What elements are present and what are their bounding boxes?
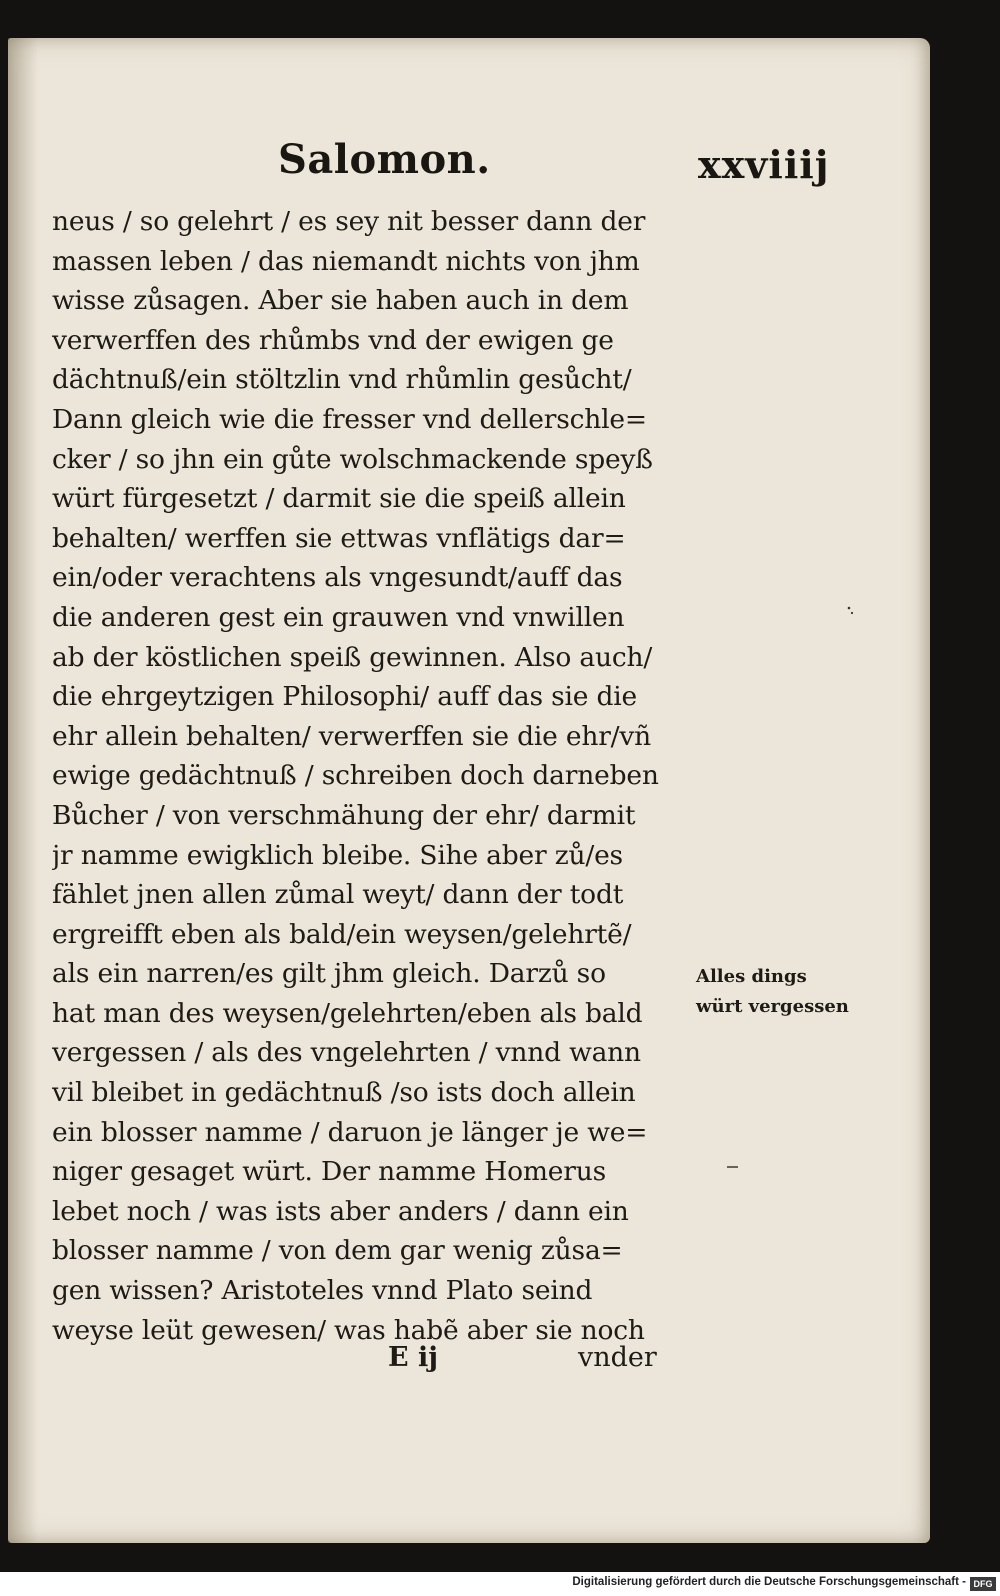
text-line: vergessen / als des vngelehrten / vnnd wann [52, 1037, 641, 1069]
marginal-note-line: würt vergessen [696, 996, 849, 1017]
text-line: Dann gleich wie die fresser vnd dellerschle= [52, 403, 647, 435]
text-line: ergreifft eben als bald/ein weysen/gelehrtẽ/ [52, 918, 632, 950]
text-line: dächtnuß/ein stöltzlin vnd rhůmlin gesůcht/ [52, 364, 632, 396]
text-line: weyse leüt gewesen/ was habẽ aber sie noch [52, 1314, 645, 1346]
footer-bar [0, 1572, 1000, 1596]
text-line: ehr allein behalten/ verwerffen sie die ehr/vñ [52, 720, 652, 752]
body-text [52, 202, 702, 1350]
text-line: lebet noch / was ists aber anders / dann ein [52, 1195, 629, 1227]
text-line: jr namme ewigklich bleibe. Sihe aber zů/es [52, 839, 623, 871]
text-line: hat man des weysen/gelehrten/eben als bald [52, 997, 643, 1029]
text-line: die anderen gest ein grauwen vnd vnwillen [52, 601, 625, 633]
signature-mark: E ij [388, 1342, 439, 1373]
ink-speck [726, 1164, 740, 1170]
text-line: gen wissen? Aristoteles vnnd Plato seind [52, 1275, 593, 1307]
folio-number: xxviiij [698, 142, 830, 187]
marginal-note-line: Alles dings [696, 966, 807, 987]
text-line: massen leben / das niemandt nichts von jhm [52, 245, 640, 277]
text-line: neus / so gelehrt / es sey nit besser dann der [52, 206, 646, 237]
catchword: vnder [578, 1342, 657, 1373]
text-line: vil bleibet in gedächtnuß /so ists doch allein [52, 1077, 636, 1109]
marginal-note [696, 962, 871, 1022]
running-title: Salomon. [278, 136, 491, 183]
funding-credit: Digitalisierung gefördert durch die Deutsche Forschungsgemeinschaft - [572, 1576, 966, 1588]
text-line: ewige gedächtnuß / schreiben doch darneben [52, 760, 659, 792]
text-line: blosser namme / von dem gar wenig zůsa= [52, 1235, 623, 1267]
text-line: cker / so jhn ein gůte wolschmackende speyß [52, 443, 653, 475]
text-line: als ein narren/es gilt jhm gleich. Darzů so [52, 958, 606, 990]
text-line: ab der köstlichen speiß gewinnen. Also auch/ [52, 641, 653, 673]
text-line: wisse zůsagen. Aber sie haben auch in dem [52, 285, 629, 317]
ink-speck [846, 604, 856, 618]
text-line: behalten/ werffen sie ettwas vnflätigs dar= [52, 522, 626, 554]
text-line: fählet jnen allen zůmal weyt/ dann der todt [52, 879, 624, 911]
text-line: würt fürgesetzt / darmit sie die speiß allein [52, 483, 626, 515]
text-line: ein/oder verachtens als vngesundt/auff das [52, 562, 623, 594]
text-line: die ehrgeytzigen Philosophi/ auff das sie die [52, 681, 638, 713]
text-line: Bůcher / von verschmähung der ehr/ darmit [52, 799, 636, 831]
text-line: ein blosser namme / daruon je länger je we= [52, 1116, 648, 1148]
catchline [388, 1342, 708, 1382]
text-line: niger gesaget würt. Der namme Homerus [52, 1156, 607, 1188]
dfg-logo-icon: DFG [970, 1577, 996, 1591]
book-page [8, 38, 930, 1543]
text-line: verwerffen des rhůmbs vnd der ewigen ge [52, 324, 614, 356]
